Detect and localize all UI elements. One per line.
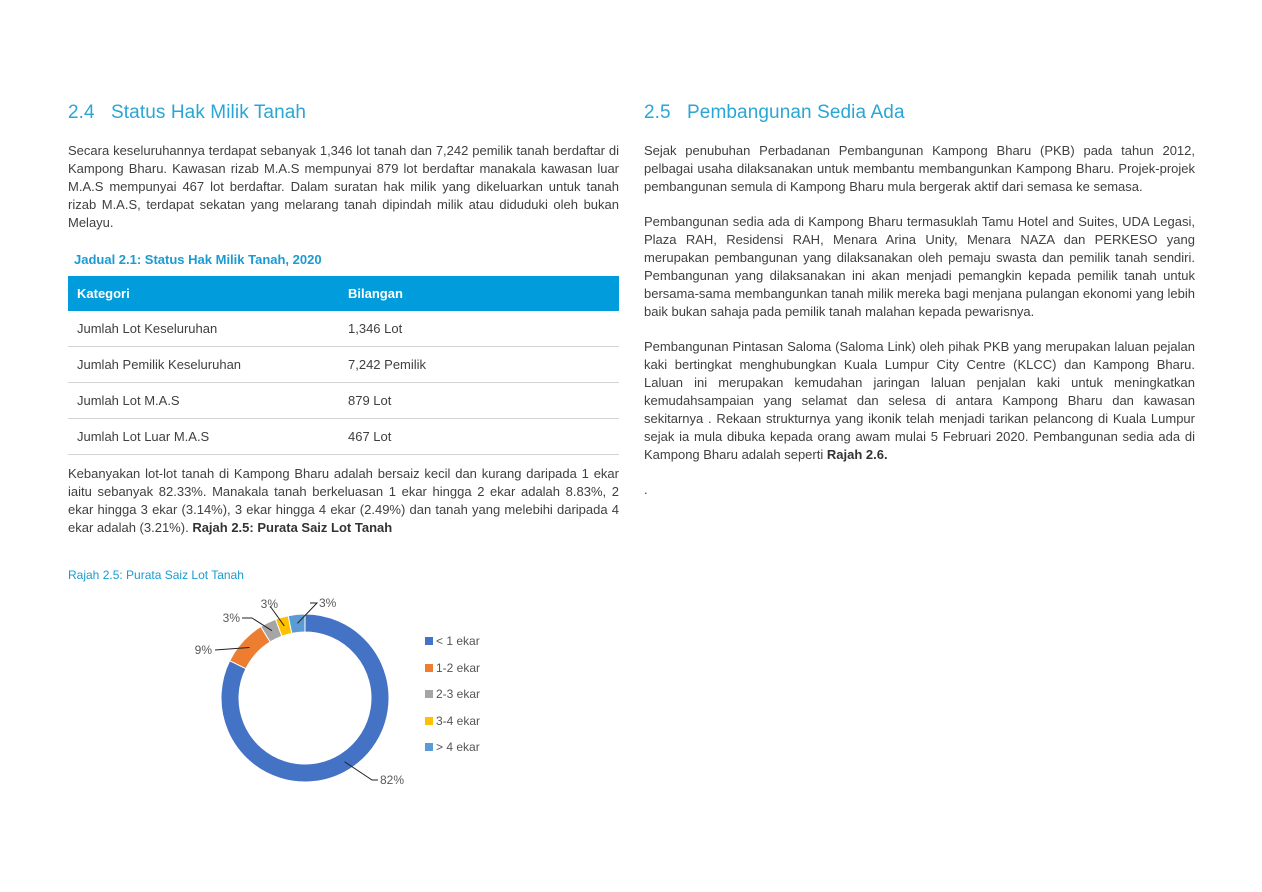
legend-label: > 4 ekar xyxy=(436,740,480,755)
legend-swatch xyxy=(425,690,433,698)
cell-count: 7,242 Pemilik xyxy=(339,347,619,383)
cell-count: 467 Lot xyxy=(339,419,619,455)
paragraph-existing-developments: Pembangunan sedia ada di Kampong Bharu termasuklah Tamu Hotel and Suites, UDA Legasi, Plaza RAH, Residensi RAH, Menara Arina Unity, Menara NAZA dan PERKESO yang merupakan pembangunan yang dilaksanakan oleh pemaju swasta dan pemilik tanah sendiri. Pembangunan yang dilaksanakan ini akan menjadi pemangkin kepada pemilik tanah untuk bersama-sama membangunkan tanah milik mereka bagi menjana pulangan ekonomi yang lebih baik bukan sahaja pada pemilik tanah malahan kepada pewarisnya. xyxy=(644,214,1195,319)
data-label-3: 3% xyxy=(260,597,278,611)
chart-legend xyxy=(425,628,480,761)
legend-label: < 1 ekar xyxy=(436,634,480,649)
legend-item xyxy=(425,734,480,761)
section-number: 2.5 xyxy=(644,102,671,123)
section-heading xyxy=(68,100,619,126)
legend-swatch xyxy=(425,637,433,645)
trailing-period: . xyxy=(644,482,648,497)
cell-count: 1,346 Lot xyxy=(339,311,619,347)
legend-item xyxy=(425,681,480,708)
paragraph-pkb: Sejak penubuhan Perbadanan Pembangunan Kampong Bharu (PKB) pada tahun 2012, pelbagai usaha dilaksanakan untuk membantu membangunkan Kampong Bharu. Projek-projek pembangunan semula di Kampong Bharu mula bergerak aktif dari semasa ke semasa. xyxy=(644,143,1195,194)
table-row xyxy=(68,347,619,383)
table-caption: Jadual 2.1: Status Hak Milik Tanah, 2020 xyxy=(74,252,322,267)
legend-item xyxy=(425,655,480,682)
legend-label: 2-3 ekar xyxy=(436,687,481,702)
paragraph-saloma-link xyxy=(644,338,1195,464)
legend-label: 3-4 ekar xyxy=(436,713,481,728)
table-row xyxy=(68,419,619,455)
cell-category: Jumlah Lot Luar M.A.S xyxy=(68,419,339,455)
land-status-table xyxy=(68,276,619,455)
figure-reference: Rajah 2.6. xyxy=(826,447,888,462)
legend-swatch xyxy=(425,743,433,751)
table-row xyxy=(68,383,619,419)
header-bilangan: Bilangan xyxy=(339,276,619,311)
legend-swatch xyxy=(425,717,433,725)
donut-slice-4 xyxy=(288,614,305,633)
section-number: 2.4 xyxy=(68,102,95,123)
cell-category: Jumlah Lot Keseluruhan xyxy=(68,311,339,347)
cell-category: Jumlah Pemilik Keseluruhan xyxy=(68,347,339,383)
table-header-row xyxy=(68,276,619,311)
figure-caption: Rajah 2.5: Purata Saiz Lot Tanah xyxy=(68,568,244,582)
data-label-0: 82% xyxy=(380,773,405,787)
section-2-4 xyxy=(68,100,619,584)
section-title: Status Hak Milik Tanah xyxy=(111,102,307,123)
data-label-4: 3% xyxy=(319,596,337,610)
saloma-text: Pembangunan Pintasan Saloma (Saloma Link) oleh pihak PKB yang merupakan laluan pejalan kaki bertingkat menghubungkan Kuala Lumpur City Centre (KLCC) dan Kampong Bharu. Laluan ini merupakan kemudahan jaringan laluan penjalan kaki untuk meningkatkan kemudahsampaian yang selamat dan selesa di antara Kampong Bharu dan kawasan sekitarnya . Rekaan strukturnya yang ikonik telah menjadi tarikan pelancong di Kuala Lumpur sejak ia mula dibuka kepada orang awam mulai 5 Februari 2020. Pembangunan sedia ada di Kampong Bharu adalah seperti xyxy=(644,339,1195,462)
figure-reference: Rajah 2.5: Purata Saiz Lot Tanah xyxy=(192,520,393,535)
legend-label: 1-2 ekar xyxy=(436,660,481,675)
table-row xyxy=(68,311,619,347)
data-label-1: 9% xyxy=(194,643,212,657)
leader-line-0 xyxy=(345,762,378,780)
cell-category: Jumlah Lot M.A.S xyxy=(68,383,339,419)
legend-swatch xyxy=(425,664,433,672)
intro-paragraph: Secara keseluruhannya terdapat sebanyak 1,346 lot tanah dan 7,242 pemilik tanah berdaftar di Kampong Bharu. Kawasan rizab M.A.S mempunyai 879 lot berdaftar manakala kawasan luar M.A.S mempunyai 467 lot berdaftar. Dalam suratan hak milik yang dikeluarkan untuk tanah rizab M.A.S, terdapat sekatan yang melarang tanah dipindah milik atau diduduki oleh bukan Melayu. xyxy=(68,143,619,230)
cell-count: 879 Lot xyxy=(339,383,619,419)
header-kategori: Kategori xyxy=(68,276,339,311)
section-title: Pembangunan Sedia Ada xyxy=(687,102,905,123)
legend-item xyxy=(425,628,480,655)
section-heading xyxy=(644,100,1195,126)
data-label-2: 3% xyxy=(222,611,240,625)
lot-size-paragraph xyxy=(68,465,619,537)
section-2-5 xyxy=(644,100,1195,499)
legend-item xyxy=(425,708,480,735)
lot-size-text: Kebanyakan lot-lot tanah di Kampong Bharu adalah bersaiz kecil dan kurang daripada 1 ekar iaitu sebanyak 82.33%. Manakala tanah berkeluasan 1 ekar hingga 2 ekar adalah 8.83%, 2 ekar hingga 3 ekar (3.14%), 3 ekar hingga 4 ekar (2.49%) dan tanah yang melebihi daripada 4 ekar adalah (3.21%). xyxy=(68,466,619,535)
